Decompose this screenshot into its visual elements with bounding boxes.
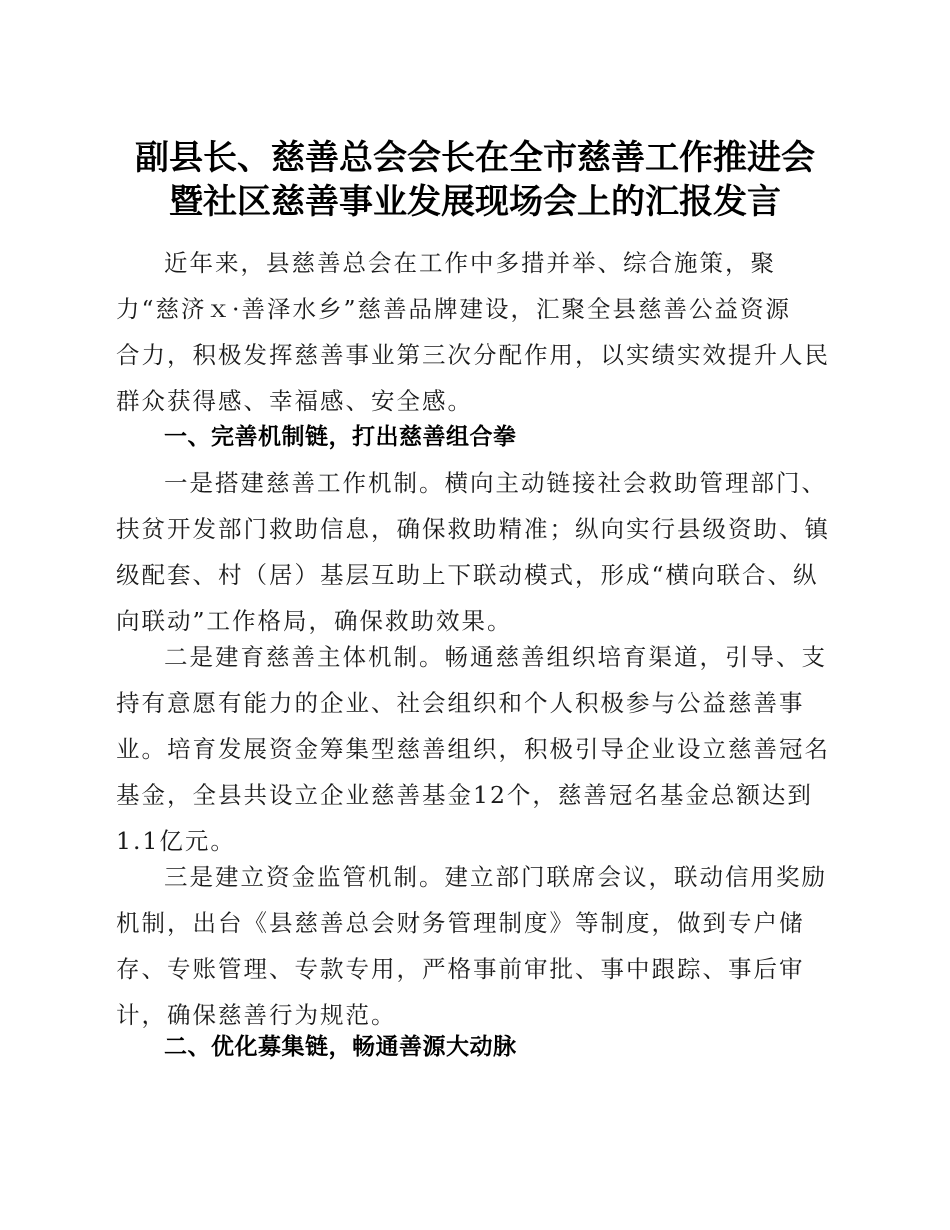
paragraph-line: 级配套、村（居）基层互助上下联动模式，形成“横向联合、纵 [116, 561, 819, 589]
paragraph-line: 二是建育慈善主体机制。畅通慈善组织培育渠道，引导、支 [164, 643, 827, 671]
paragraph-line: 业。培育发展资金筹集型慈善组织，积极引导企业设立慈善冠名 [116, 735, 830, 763]
paragraph-line: 向联动”工作格局，确保救助效果。 [116, 607, 513, 635]
intro-paragraph [116, 240, 830, 424]
paragraph-line: 机制，出台《县慈善总会财务管理制度》等制度，做到专户储 [116, 909, 805, 937]
paragraph-mechanism-2 [116, 634, 830, 864]
intro-line: 近年来，县慈善总会在工作中多措并举、综合施策，聚 [164, 249, 776, 277]
paragraph-line: 计，确保慈善行为规范。 [116, 1001, 397, 1029]
intro-line: 力“慈济ｘ·善泽水乡”慈善品牌建设，汇聚全县慈善公益资源 [116, 295, 791, 323]
paragraph-mechanism-3 [116, 854, 827, 1038]
intro-line: 群众获得感、幸福感、安全感。 [116, 387, 473, 415]
document-title-line-2: 暨社区慈善事业发展现场会上的汇报发言 [169, 182, 781, 222]
section-heading-1: 一、完善机制链，打出慈善组合拳 [164, 424, 517, 450]
document-title-line-1: 副县长、慈善总会会长在全市慈善工作推进会 [135, 138, 815, 178]
paragraph-mechanism-1 [116, 460, 830, 644]
paragraph-line: 扶贫开发部门救助信息，确保救助精准；纵向实行县级资助、镇 [116, 515, 830, 543]
paragraph-line: 三是建立资金监管机制。建立部门联席会议，联动信用奖励 [164, 863, 827, 891]
intro-line: 合力，积极发挥慈善事业第三次分配作用，以实绩实效提升人民 [116, 341, 830, 369]
paragraph-line: 存、专账管理、专款专用，严格事前审批、事中跟踪、事后审 [116, 955, 805, 983]
paragraph-line: 1.1亿元。 [116, 827, 236, 855]
paragraph-line: 一是搭建慈善工作机制。横向主动链接社会救助管理部门、 [164, 469, 827, 497]
paragraph-line: 持有意愿有能力的企业、社会组织和个人积极参与公益慈善事 [116, 689, 805, 717]
section-heading-2: 二、优化募集链，畅通善源大动脉 [164, 1034, 517, 1060]
paragraph-line: 基金，全县共设立企业慈善基金12个，慈善冠名基金总额达到 [116, 781, 813, 809]
